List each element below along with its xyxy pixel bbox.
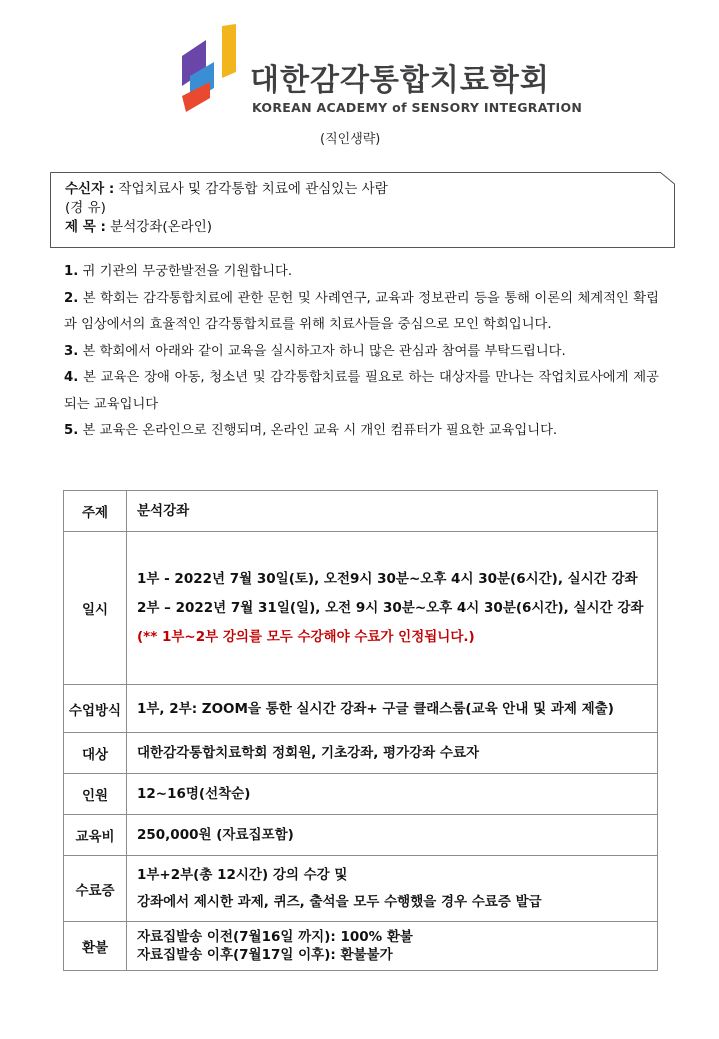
academy-logo-icon (180, 24, 240, 116)
letter-body (64, 259, 659, 445)
table-row-capacity (64, 774, 658, 815)
table-row-topic (64, 491, 658, 532)
paragraph-5 (64, 418, 659, 445)
certificate-line-1: 1부+2부(총 12시간) 강의 수강 및 (137, 866, 348, 883)
table-row-certificate (64, 856, 658, 922)
certificate-line-2: 강좌에서 제시한 과제, 퀴즈, 출석을 모두 수행했을 경우 수료증 발급 (137, 893, 542, 910)
memo-subject (65, 218, 388, 237)
row-value: 분석강좌 (127, 491, 658, 532)
org-name-korean: 대한감각통합치료학회 (250, 63, 550, 98)
paragraph-number: 1. (64, 264, 79, 279)
paragraph-text: 귀 기관의 무궁한발전을 기원합니다. (78, 264, 293, 279)
paragraph-number: 2. (64, 290, 79, 306)
table-row-target (64, 733, 658, 774)
seal-omitted-note: (직인생략) (320, 132, 381, 147)
recipient-value: 작업치료사 및 감각통합 치료에 관심있는 사람 (114, 181, 388, 197)
recipient-label: 수신자 : (65, 181, 115, 197)
row-value: 250,000원 (자료집포함) (127, 815, 658, 856)
org-name-english: KOREAN ACADEMY of SENSORY INTEGRATION (252, 100, 583, 115)
paragraph-text: 본 학회는 감각통합치료에 관한 문헌 및 사례연구, 교육과 정보관리 등을 통해 이론의 체계적인 확립과 임상에서의 효율적인 감각통합치료를 위해 치료사들을 중심으로 모인 학회입니다. (64, 290, 659, 332)
memo-box (50, 172, 675, 248)
row-value: 12~16명(선착순) (127, 774, 658, 815)
schedule-part1: 1부 - 2022년 7월 30일(토), 오전9시 30분~오후 4시 30분(6시간), 실시간 강좌 (137, 570, 638, 587)
row-label: 교육비 (64, 815, 127, 856)
memo-recipient (65, 180, 388, 199)
subject-value: 분석강좌(온라인) (105, 219, 213, 235)
row-label: 수료증 (64, 856, 127, 922)
memo-via: (경 유) (65, 200, 106, 216)
refund-line-1: 자료집발송 이전(7월16일 까지): 100% 환불 (137, 929, 413, 945)
paragraph-text: 본 교육은 장애 아동, 청소년 및 감각통합치료를 필요로 하는 대상자를 만나는 작업치료사에게 제공되는 교육입니다 (64, 370, 659, 412)
schedule-part2: 2부 – 2022년 7월 31일(일), 오전 9시 30분~오후 4시 30분(6시간), 실시간 강좌 (137, 599, 644, 616)
subject-label: 제 목 : (65, 219, 106, 235)
row-label: 인원 (64, 774, 127, 815)
row-value (127, 532, 658, 685)
table-row-schedule (64, 532, 658, 685)
completion-notice: (** 1부~2부 강의를 모두 수강해야 수료가 인정됩니다.) (137, 628, 475, 645)
row-value: 대한감각통합치료학회 정회원, 기초강좌, 평가강좌 수료자 (127, 733, 658, 774)
paragraph-number: 5. (64, 423, 79, 438)
paragraph-3 (64, 339, 659, 366)
paragraph-2 (64, 286, 659, 339)
row-label: 수업방식 (64, 685, 127, 733)
table-row-fee (64, 815, 658, 856)
row-value (127, 856, 658, 922)
paragraph-1 (64, 259, 659, 286)
paragraph-4 (64, 365, 659, 418)
row-label: 대상 (64, 733, 127, 774)
paragraph-number: 3. (64, 343, 79, 359)
paragraph-number: 4. (64, 370, 79, 385)
table-row-refund (64, 922, 658, 971)
paragraph-text: 본 학회에서 아래와 같이 교육을 실시하고자 하니 많은 관심과 참여를 부탁드립니다. (78, 343, 566, 359)
row-label: 주제 (64, 491, 127, 532)
refund-line-2: 자료집발송 이후(7월17일 이후): 환불불가 (137, 947, 393, 963)
row-value (127, 922, 658, 971)
course-info-table (63, 490, 658, 971)
row-label: 환불 (64, 922, 127, 971)
row-label: 일시 (64, 532, 127, 685)
table-row-method (64, 685, 658, 733)
row-value: 1부, 2부: ZOOM을 통한 실시간 강좌+ 구글 클래스룸(교육 안내 및 과제 제출) (127, 685, 658, 733)
paragraph-text: 본 교육은 온라인으로 진행되며, 온라인 교육 시 개인 컴퓨터가 필요한 교육입니다. (78, 423, 558, 438)
